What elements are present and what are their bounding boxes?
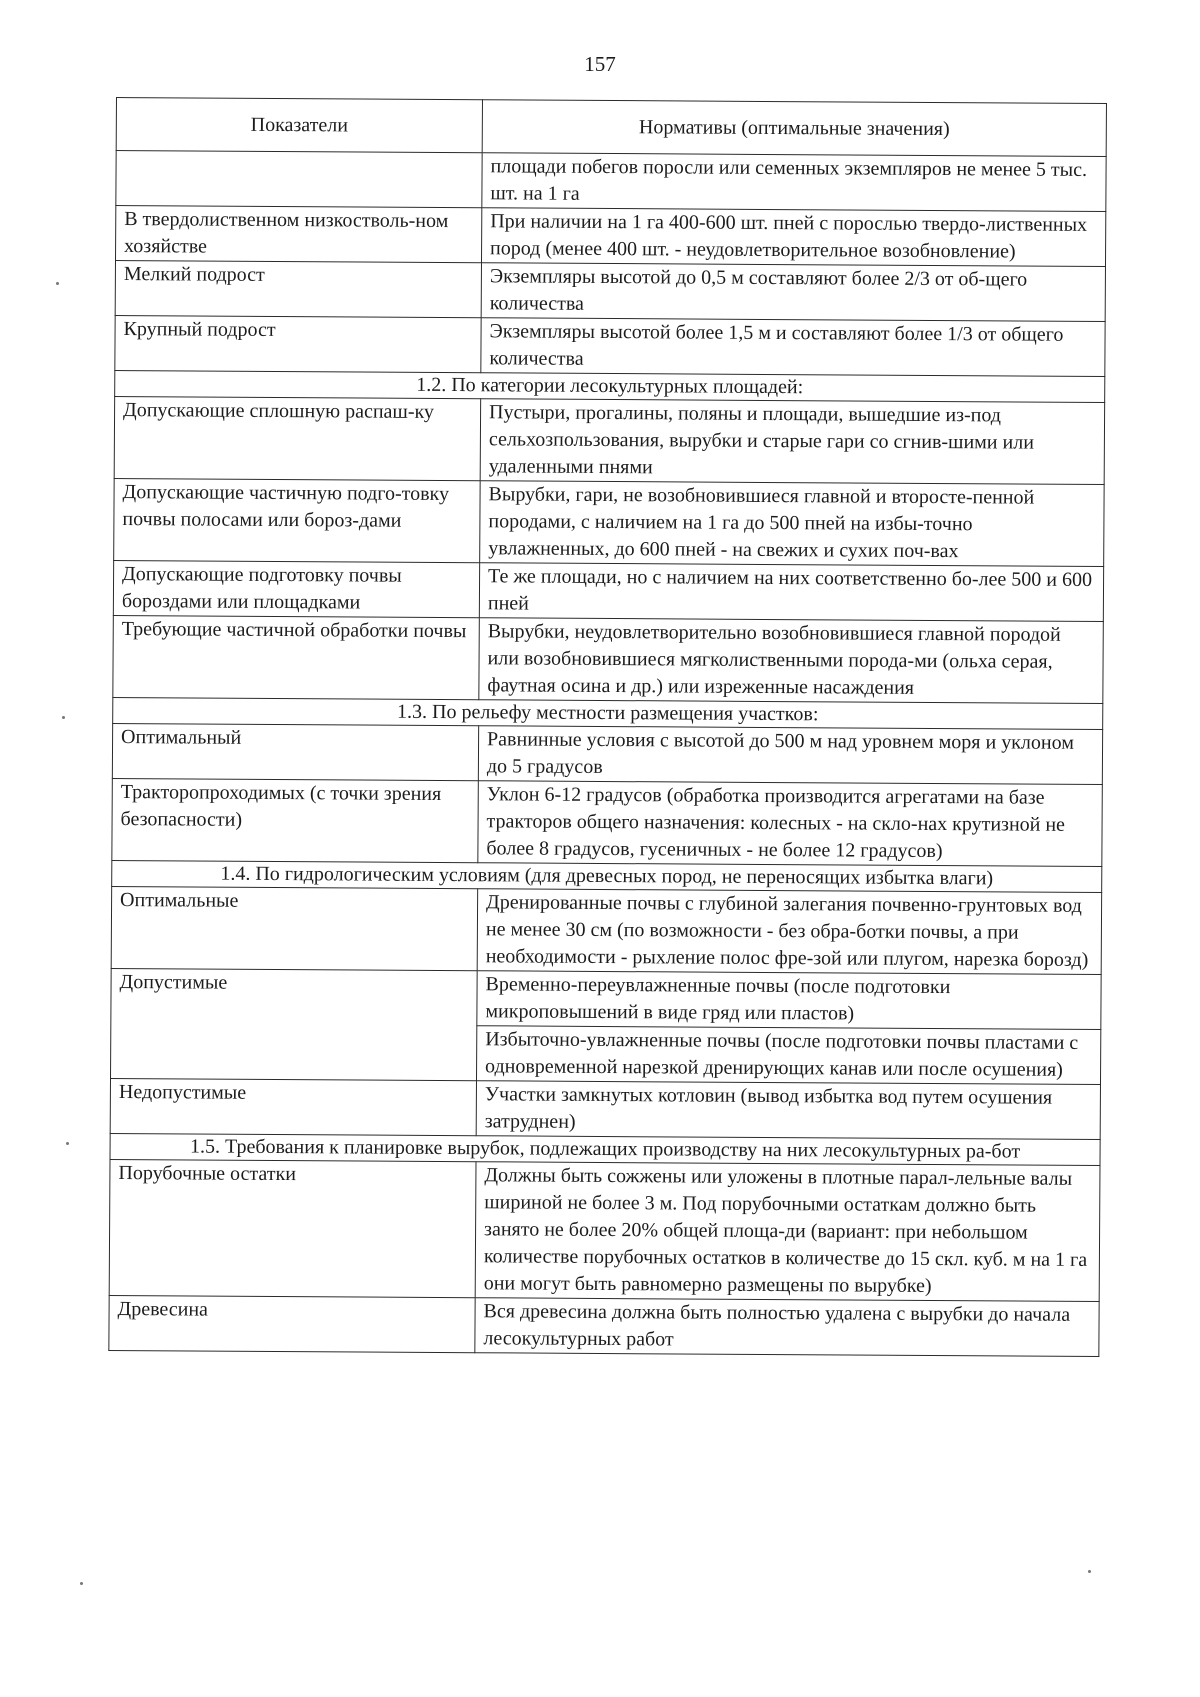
indicator-cell [116, 151, 482, 208]
norm-cell: Вырубки, неудовлетворительно возобновившиеся главной породой или возобновившиеся мягколиственными порода-ми (ольха серая, фаутная осина и др.) или изреженные насаждения [479, 618, 1103, 704]
section-heading: 1.3. По рельефу местности размещения участков: [113, 697, 1103, 729]
table-row [111, 968, 1101, 1029]
indicator-cell: Требующие частичной обработки почвы [113, 615, 479, 699]
indicator-cell: Крупный подрост [115, 315, 481, 372]
norm-cell: Вся древесина должна быть полностью удалена с вырубки до начала лесокультурных работ [475, 1298, 1099, 1357]
indicator-cell: В твердолиственном низкостволь-ном хозяйстве [116, 206, 482, 263]
column-header-norms: Нормативы (оптимальные значения) [482, 100, 1106, 157]
norm-cell: Дренированные почвы с глубиной залегания почвенно-грунтовых вод не менее 30 см (по возможности - без обра-ботки почвы, а при необходимости - рыхление полос фре-зой или плугом, нарезка борозд) [477, 889, 1101, 975]
indicator-cell: Оптимальный [112, 723, 478, 780]
table-row [112, 778, 1102, 866]
section-heading: 1.5. Требования к планировке вырубок, подлежащих производству на них лесокультурных ра-бот [110, 1133, 1100, 1165]
scan-speck [66, 1142, 69, 1145]
table-row [115, 315, 1105, 376]
column-header-indicators: Показатели [116, 98, 482, 153]
indicator-cell: Допускающие сплошную распаш-ку [114, 396, 480, 480]
norm-cell: Участки замкнутых котловин (вывод избытка вод путем осушения затруднен) [476, 1081, 1100, 1140]
scan-speck [80, 1582, 83, 1585]
table-row [116, 206, 1106, 267]
page-number: 157 [584, 52, 616, 76]
table-row [110, 1078, 1100, 1139]
scan-speck [62, 716, 65, 719]
indicator-cell: Оптимальные [111, 886, 477, 970]
norms-table [108, 97, 1107, 1357]
indicator-cell: Тракторопроходимых (с точки зрения безопасности) [112, 778, 478, 862]
table-row [113, 560, 1103, 621]
table-row [111, 886, 1101, 974]
norm-cell: При наличии на 1 га 400-600 шт. пней с порослью твердо-лиственных пород (менее 400 шт. - неудовлетворительное возобновление) [481, 208, 1105, 267]
scan-speck [56, 282, 59, 285]
norm-cell: Экземпляры высотой до 0,5 м составляют более 2/3 от об-щего количества [481, 263, 1105, 322]
section-heading: 1.2. По категории лесокультурных площадей: [115, 370, 1105, 402]
norm-cell: Уклон 6-12 градусов (обработка производится агрегатами на базе тракторов общего назначения: колесных - на скло-нах крутизной не более 8 градусов, гусеничных - не более 12 градусов) [478, 781, 1102, 867]
norm-cell: Вырубки, гари, не возобновившиеся главной и второсте-пенной породами, с наличием на 1 га до 500 пней на избы-точно увлажненных, до 600 пней - на свежих и сухих поч-вах [480, 481, 1104, 567]
table-row [109, 1159, 1100, 1301]
table-row [109, 1295, 1099, 1356]
table-row [115, 261, 1105, 322]
norm-cell: Избыточно-увлажненные почвы (после подготовки почвы пластами с одновременной нарезкой дренирующих канав или после осушения) [476, 1026, 1100, 1085]
indicator-cell: Допустимые [111, 968, 478, 1080]
indicator-cell: Мелкий подрост [115, 261, 481, 318]
indicator-cell: Недопустимые [110, 1078, 476, 1135]
norm-cell: Временно-переувлажненные почвы (после подготовки микроповышений в виде гряд или пластов) [477, 971, 1101, 1030]
table-header-row [116, 98, 1106, 157]
table-row [112, 723, 1102, 784]
table-row [114, 478, 1104, 566]
scan-speck [1088, 1570, 1091, 1573]
norm-cell: Экземпляры высотой более 1,5 м и составляют более 1/3 от общего количества [481, 318, 1105, 377]
table-row [114, 396, 1104, 484]
indicator-cell: Древесина [109, 1295, 475, 1352]
norm-cell: Равнинные условия с высотой до 500 м над уровнем моря и уклоном до 5 градусов [478, 726, 1102, 785]
norm-cell: Должны быть сожжены или уложены в плотные парал-лельные валы шириной не более 3 м. Под порубочными остаткам должно быть занято не более 20% общей площа-ди (вариант: при небольшом количестве порубочных остатков в количестве до 15 скл. куб. м на 1 га они могут быть равномерно размещены по вырубке) [475, 1162, 1100, 1302]
indicator-cell: Допускающие частичную подго-товку почвы полосами или бороз-дами [114, 478, 480, 562]
table-row [113, 615, 1103, 703]
indicator-cell: Порубочные остатки [109, 1159, 476, 1297]
indicator-cell: Допускающие подготовку почвы бороздами или площадками [113, 560, 479, 617]
section-heading: 1.4. По гидрологическим условиям (для древесных пород, не переносящих избытка влаги) [112, 860, 1102, 892]
norm-cell: Те же площади, но с наличием на них соответственно бо-лее 500 и 600 пней [479, 563, 1103, 622]
norm-cell: Пустыри, прогалины, поляны и площади, вышедшие из-под сельхозпользования, вырубки и старые гари со сгнив-шими или удаленными пнями [480, 399, 1104, 485]
norm-cell: площади побегов поросли или семенных экземпляров не менее 5 тыс. шт. на 1 га [482, 153, 1106, 212]
table-row [116, 151, 1106, 212]
